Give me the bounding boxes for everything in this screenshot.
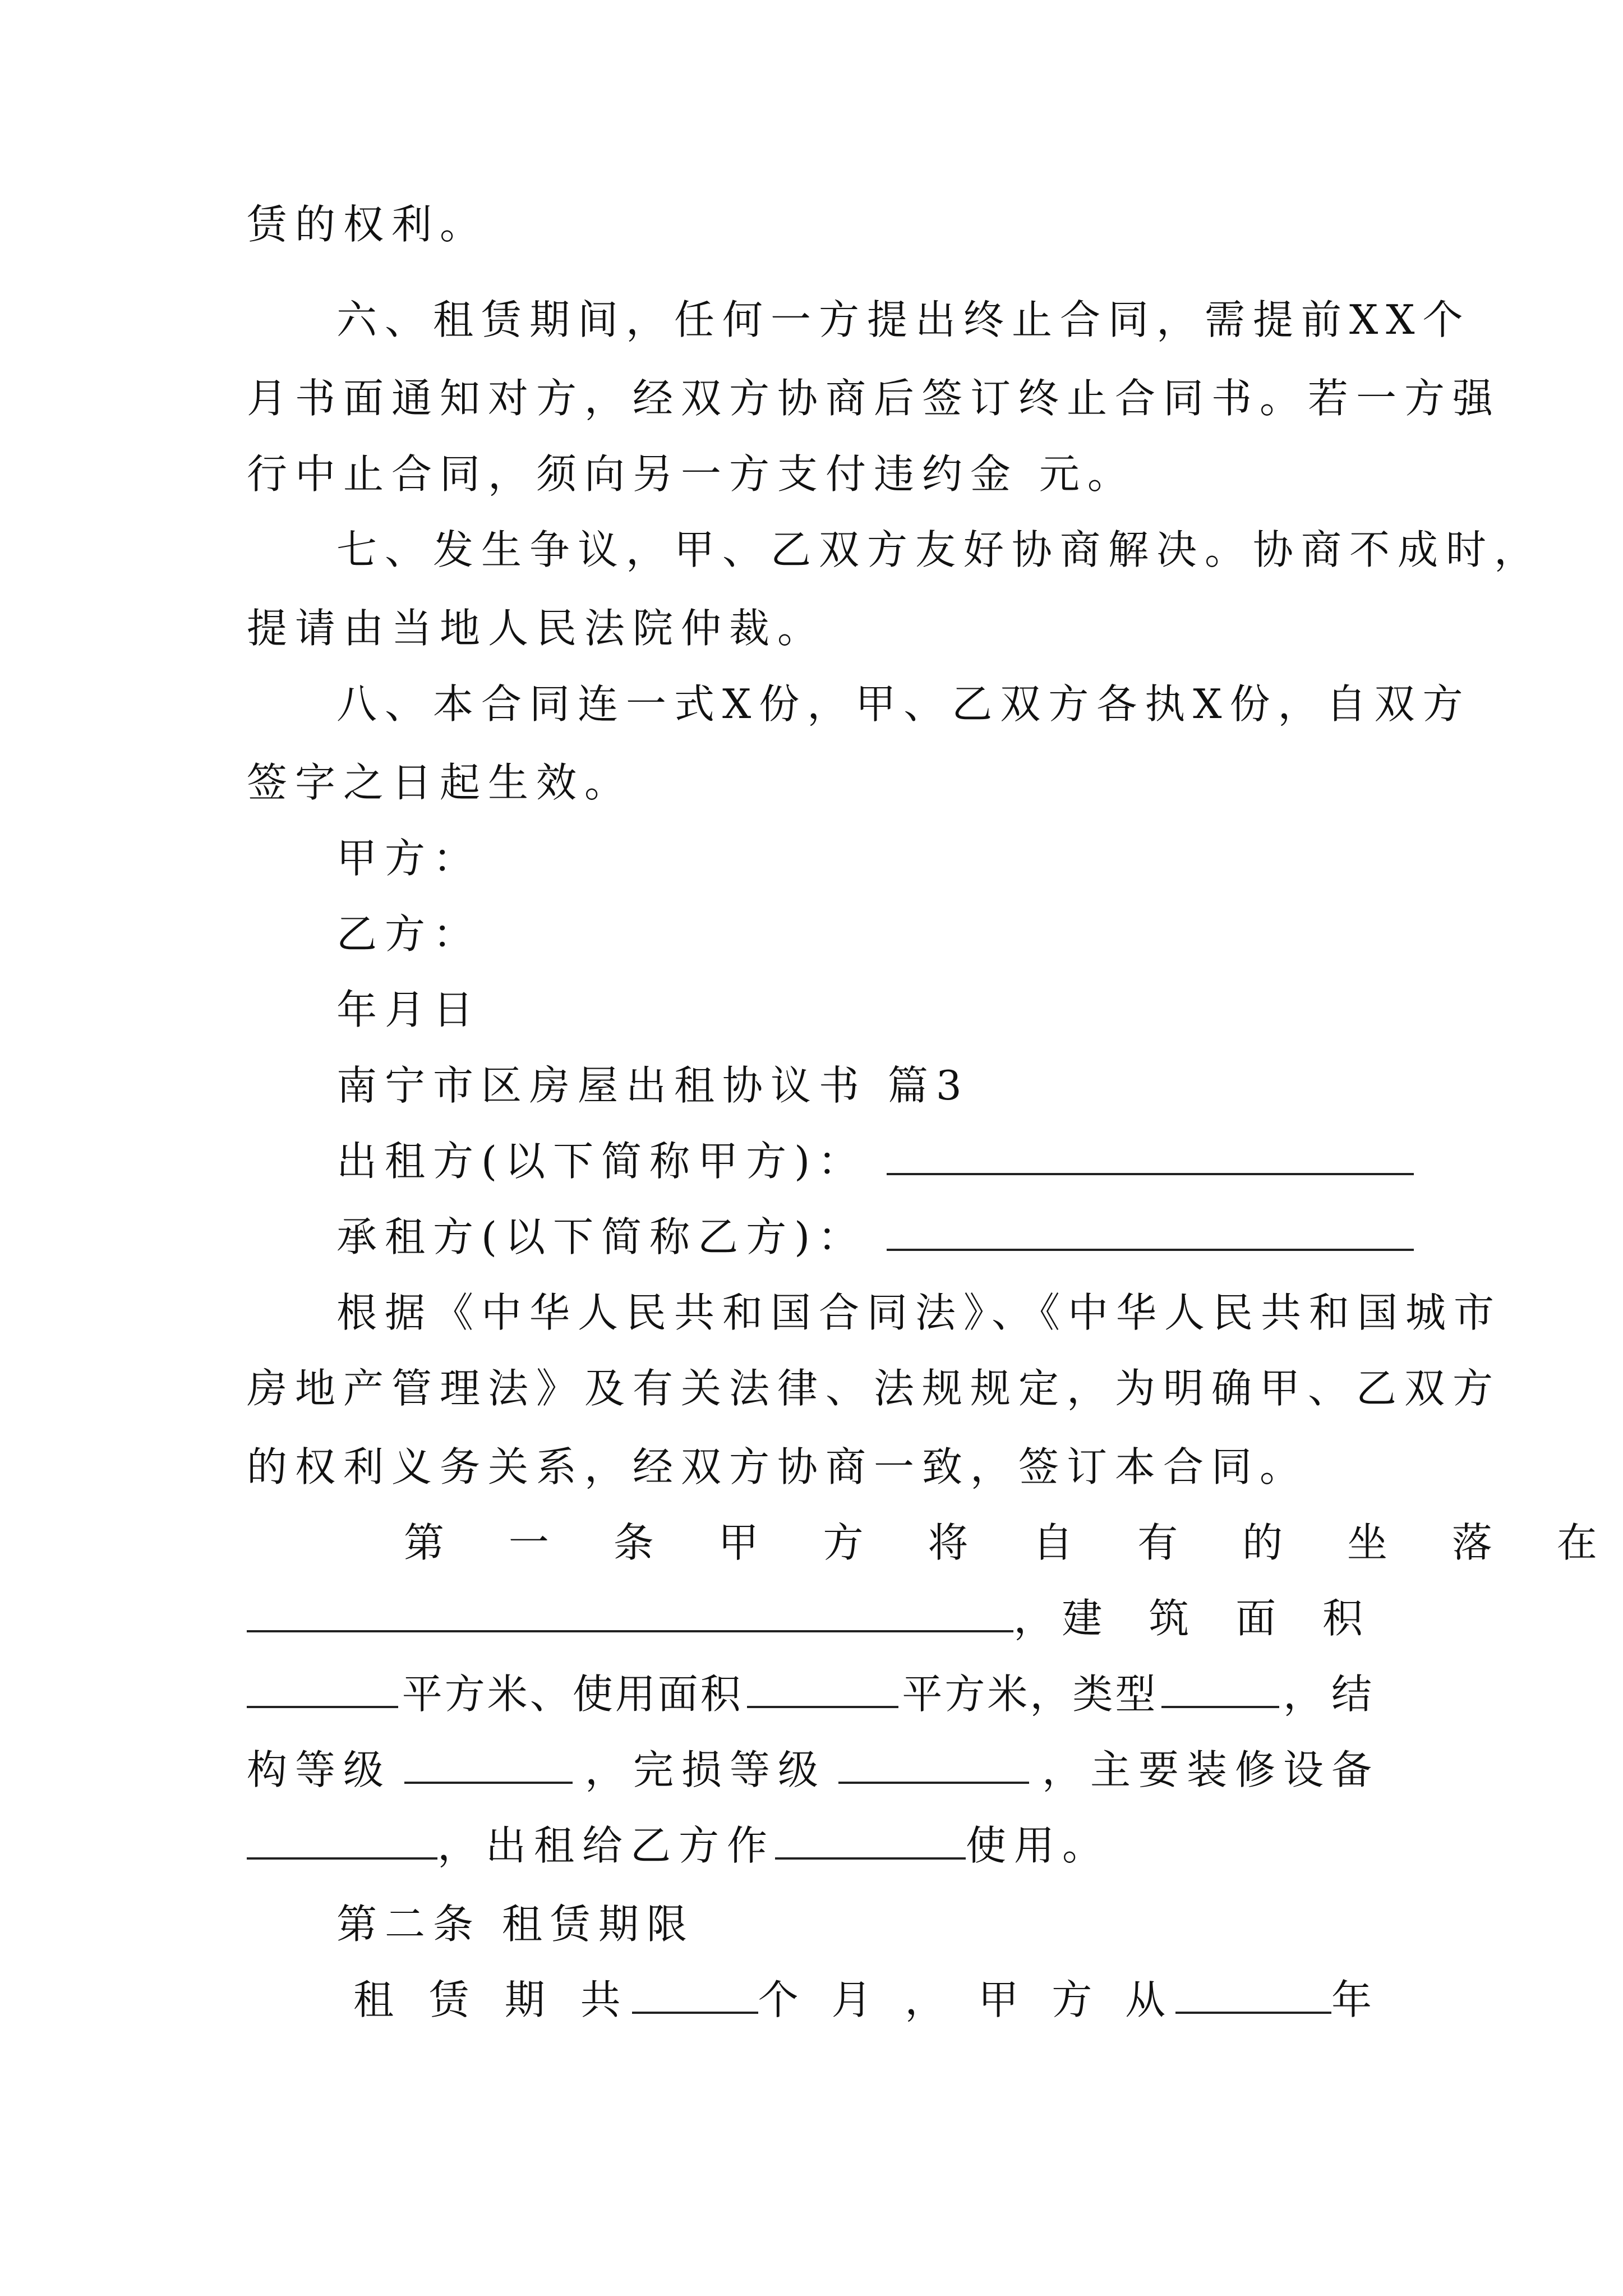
lessee-blank <box>887 1209 1414 1251</box>
article-one-line <box>247 1739 1380 1801</box>
clause-six-line: 六、租赁期间，任何一方提出终止合同，需提前XX个 <box>336 296 1471 343</box>
usage-blank <box>775 1818 966 1860</box>
paragraph-text: 建 筑 面 积 <box>1062 1595 1380 1642</box>
article-one-line <box>247 1588 1380 1649</box>
paragraph-line: 月书面通知对方，经双方协商后签订终止合同书。若一方强 <box>247 375 1501 422</box>
lessor-label: 出租方(以下简称甲方)： <box>336 1138 866 1185</box>
paragraph-text: 平方米，类型 <box>902 1671 1158 1718</box>
paragraph-text: 平方米、使用面积 <box>402 1671 743 1718</box>
paragraph-line: 房地产管理法》及有关法律、法规规定，为明确甲、乙双方 <box>247 1365 1501 1412</box>
paragraph-text: 租 赁 期 共 <box>353 1976 632 2023</box>
party-b-signature-label: 乙方： <box>336 910 482 958</box>
months-blank <box>632 1972 758 2014</box>
paragraph-text: 年 <box>1331 1976 1380 2023</box>
paragraph-text: 使用。 <box>966 1822 1111 1869</box>
article-one-line <box>247 1815 1380 1876</box>
paragraph-line: 提请由当地人民法院仲裁。 <box>247 605 826 652</box>
clause-seven-line: 七、发生争议，甲、乙双方友好协商解决。协商不成时， <box>336 526 1543 573</box>
paragraph-line: 的权利义务关系，经双方协商一致，签订本合同。 <box>247 1443 1308 1490</box>
preamble-line: 根据《中华人民共和国合同法》、《中华人民共和国城市 <box>336 1289 1502 1336</box>
type-blank <box>1161 1667 1279 1708</box>
condition-grade-blank <box>838 1742 1029 1784</box>
lessee-label: 承租方(以下简称乙方)： <box>336 1213 866 1260</box>
equipment-blank <box>247 1818 437 1860</box>
lessor-blank <box>887 1134 1414 1175</box>
paragraph-text: ，完损等级 <box>584 1746 826 1793</box>
lessee-line <box>336 1206 1380 1268</box>
paragraph-line: 签字之日起生效。 <box>247 759 633 806</box>
usable-area-blank <box>747 1667 898 1708</box>
article-one-line <box>247 1663 1380 1725</box>
article-two-heading: 第二条 租赁期限 <box>336 1901 695 1948</box>
paragraph-line: 行中止合同，须向另一方支付违约金 元。 <box>247 450 1136 498</box>
party-a-signature-label: 甲方： <box>336 835 482 882</box>
paragraph-text: ，出租给乙方作 <box>437 1822 776 1869</box>
paragraph-text: ，主要装修设备 <box>1041 1746 1380 1793</box>
clause-eight-line: 八、本合同连一式X份，甲、乙双方各执X份，自双方 <box>336 680 1471 728</box>
paragraph-text: 个 月 ， 甲 方 从 <box>758 1976 1176 2023</box>
paragraph-text: 构等级 <box>247 1746 392 1793</box>
article-one-heading: 第 一 条 甲 方 将 自 有 的 坐 落 在 <box>404 1519 1623 1566</box>
start-year-blank <box>1175 1972 1331 2014</box>
section-title: 南宁市区房屋出租协议书 篇3 <box>336 1062 970 1109</box>
paragraph-text: ，结 <box>1283 1671 1380 1718</box>
article-two-line <box>353 1969 1380 2031</box>
paragraph-text: ， <box>1013 1595 1062 1642</box>
floor-area-blank <box>247 1667 398 1708</box>
paragraph-line: 赁的权利。 <box>247 201 488 248</box>
article-one-line <box>404 1512 1623 1573</box>
lessor-line <box>336 1130 1380 1192</box>
date-label: 年月日 <box>336 986 482 1033</box>
structure-grade-blank <box>404 1742 573 1784</box>
location-blank <box>247 1591 1013 1632</box>
